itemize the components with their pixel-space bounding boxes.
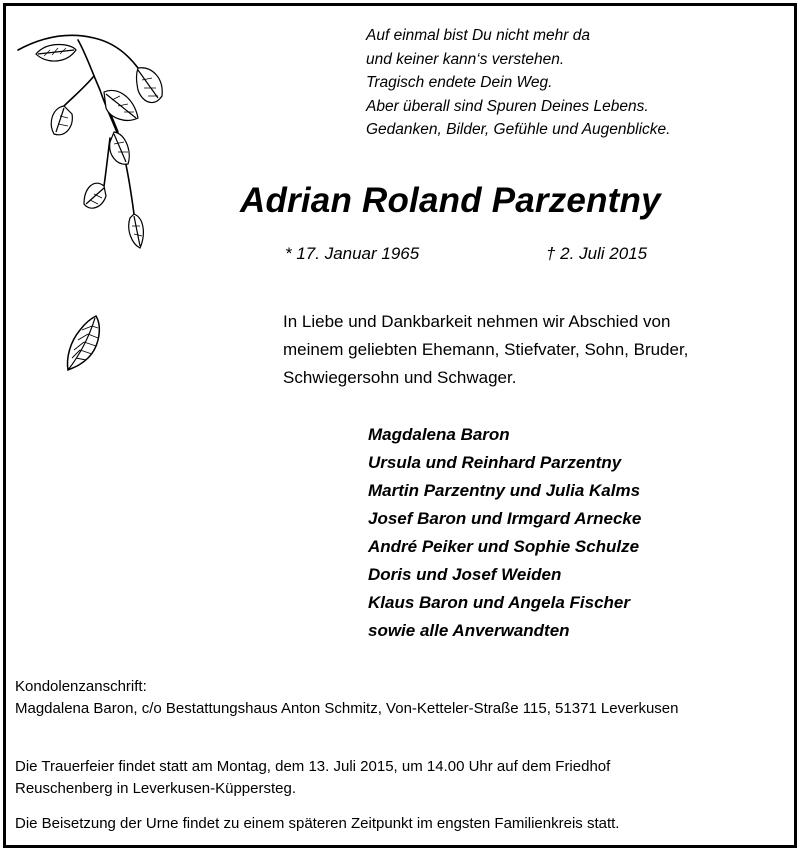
poem [366,24,670,142]
death-date: † 2. Juli 2015 [546,244,648,263]
poem-line: Auf einmal bist Du nicht mehr da [366,27,590,44]
condolence-label: Kondolenzanschrift: [15,678,147,695]
service-info [15,756,610,800]
birch-branch-icon [14,28,174,258]
intro-line: In Liebe und Dankbarkeit nehmen wir Abschied von [283,312,671,331]
mourner-item: Klaus Baron und Angela Fischer [368,593,630,612]
condolence-line: Magdalena Baron, c/o Bestattungshaus Anton Schmitz, Von-Ketteler-Straße 115, 51371 Leverkusen [15,700,679,717]
service-line: Reuschenberg in Leverkusen-Küppersteg. [15,780,297,797]
poem-line: Aber überall sind Spuren Deines Lebens. [366,97,649,115]
mourner-item: Doris und Josef Weiden [368,565,562,584]
mourner-item: Magdalena Baron [368,425,510,444]
falling-leaf-icon [62,312,104,374]
intro-line: meinem geliebten Ehemann, Stiefvater, Sohn, Bruder, [283,340,689,359]
burial-info [15,813,619,835]
poem-line: Gedanken, Bilder, Gefühle und Augenblicke. [366,121,671,138]
poem-line: und keiner kann‘s verstehen. [366,50,565,68]
mourner-item: Martin Parzentny und Julia Kalms [368,481,641,500]
deceased-name: Adrian Roland Parzentny [240,181,661,220]
birth-date: * 17. Januar 1965 [285,244,420,263]
mourner-item: sowie alle Anverwandten [368,621,570,640]
burial-line: Die Beisetzung der Urne findet zu einem späteren Zeitpunkt im engsten Familienkreis statt. [15,815,620,832]
intro-text [283,308,688,392]
mourners-list [368,421,641,645]
mourner-item: André Peiker und Sophie Schulze [368,537,640,556]
mourner-item: Ursula und Reinhard Parzentny [368,453,622,472]
intro-line: Schwiegersohn und Schwager. [283,368,517,387]
service-line: Die Trauerfeier findet statt am Montag, dem 13. Juli 2015, um 14.00 Uhr auf dem Friedhof [15,758,611,775]
condolence-address [15,676,678,720]
poem-line: Tragisch endete Dein Weg. [366,74,553,91]
mourner-item: Josef Baron und Irmgard Arnecke [368,509,642,528]
